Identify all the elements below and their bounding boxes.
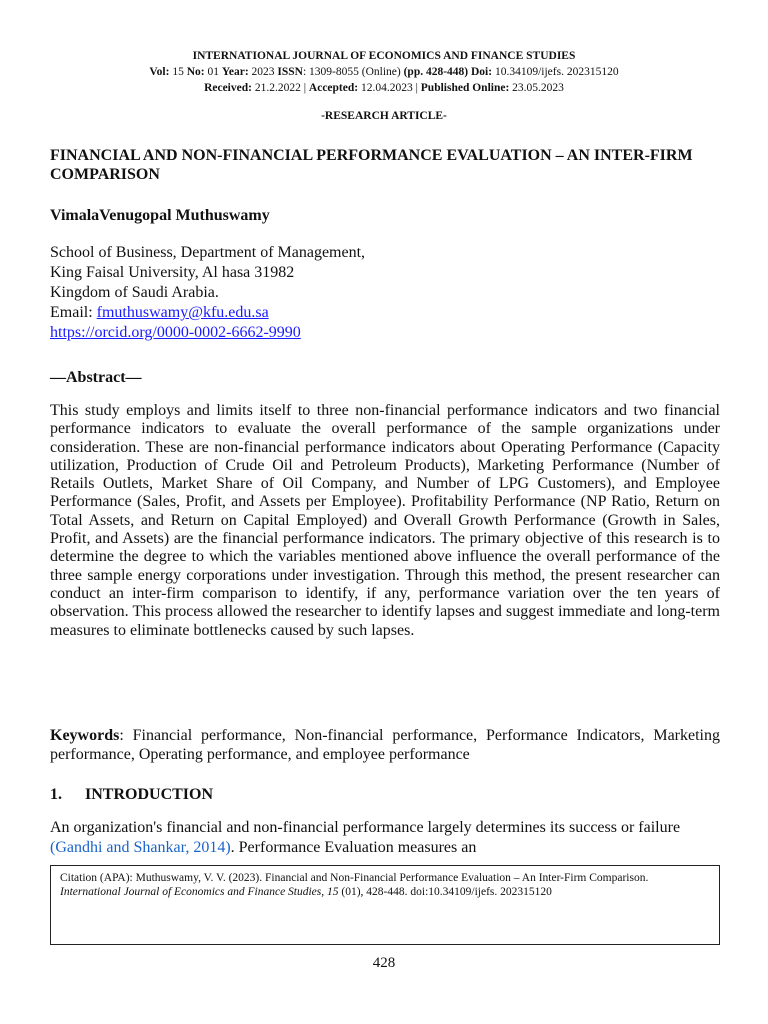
journal-volume-line: Vol: 15 No: 01 Year: 2023 ISSN: 1309-8055 (Online) (pp. 428-448) Doi: 10.34109/ijefs. 202315120 (149, 66, 619, 78)
author-name: VimalaVenugopal Muthuswamy (50, 207, 270, 224)
author-affiliation (50, 243, 365, 343)
paper-title: FINANCIAL AND NON-FINANCIAL PERFORMANCE EVALUATION – AN INTER-FIRM COMPARISON (50, 147, 693, 183)
citation-link[interactable]: (Gandhi and Shankar, 2014) (50, 839, 231, 856)
introduction-text: An organization's financial and non-financial performance largely determines its success or failure (Gandhi and Shankar, 2014). Performance Evaluation measures an (50, 819, 681, 856)
email-line: Email: fmuthuswamy@kfu.edu.sa (50, 304, 269, 321)
journal-dates-line: Received: 21.2.2022 | Accepted: 12.04.2023 | Published Online: 23.05.2023 (204, 82, 564, 94)
email-link[interactable]: fmuthuswamy@kfu.edu.sa (96, 304, 269, 321)
citation-journal: International Journal of Economics and Finance Studies, 15 (60, 886, 339, 898)
orcid-link[interactable]: https://orcid.org/0000-0002-6662-9990 (50, 324, 301, 341)
keywords-list: : Financial performance, Non-financial performance, Performance Indicators, Marketing performance, Operating performance, and employee performance (50, 727, 720, 763)
affiliation-line-1: School of Business, Department of Management, (50, 244, 366, 261)
section-number: 1. (50, 786, 62, 803)
section-heading-introduction (50, 786, 213, 804)
affiliation-line-2: King Faisal University, Al hasa 31982 (50, 264, 295, 281)
abstract-text: This study employs and limits itself to three non-financial performance indicators and two financial performance indicators to evaluate the overall performance of the sample organizations under consideration. These are non-financial performance indicators about Operating Performance (Capacity utilization, Production of Crude Oil and Petroleum Products), Marketing Performance (Number of Retails Outlets, Market Share of Oil Company, and Number of LPG Customers), and Employee Performance (Sales, Profit, and Assets per Employee). Profitability Performance (NP Ratio, Return on Total Assets, and Return on Capital Employed) and Overall Growth Performance (Growth in Sales, Profit, and Assets) are the financial performance indicators. The primary objective of this research is to determine the degree to which the variables mentioned above influence the overall performance of the three sample energy corporations under investigation. Through this method, the present researcher can conduct an inter-firm comparison to identify, if any, performance variation over the ten years of observation. This process allowed the researcher to identify lapses and suggest immediate and long-term measures to eliminate bottlenecks caused by such lapses. (50, 402, 720, 639)
citation-box: Citation (APA): Muthuswamy, V. V. (2023). Financial and Non-Financial Performance Evaluation – An Inter-Firm Comparison. International Journal of Economics and Finance Studies, 15 (01), 428-448. doi:10.34109/ijefs. 202315120 (50, 865, 720, 945)
article-type: -RESEARCH ARTICLE- (321, 110, 447, 122)
journal-header (0, 48, 768, 96)
orcid-line (50, 323, 365, 343)
section-title: INTRODUCTION (85, 786, 214, 803)
affiliation-line-3: Kingdom of Saudi Arabia. (50, 284, 219, 301)
page-number: 428 (372, 955, 396, 971)
journal-name: INTERNATIONAL JOURNAL OF ECONOMICS AND FINANCE STUDIES (192, 50, 576, 62)
abstract-heading: —Abstract— (50, 369, 142, 386)
keywords (50, 726, 720, 764)
keywords-label: Keywords (50, 727, 120, 744)
